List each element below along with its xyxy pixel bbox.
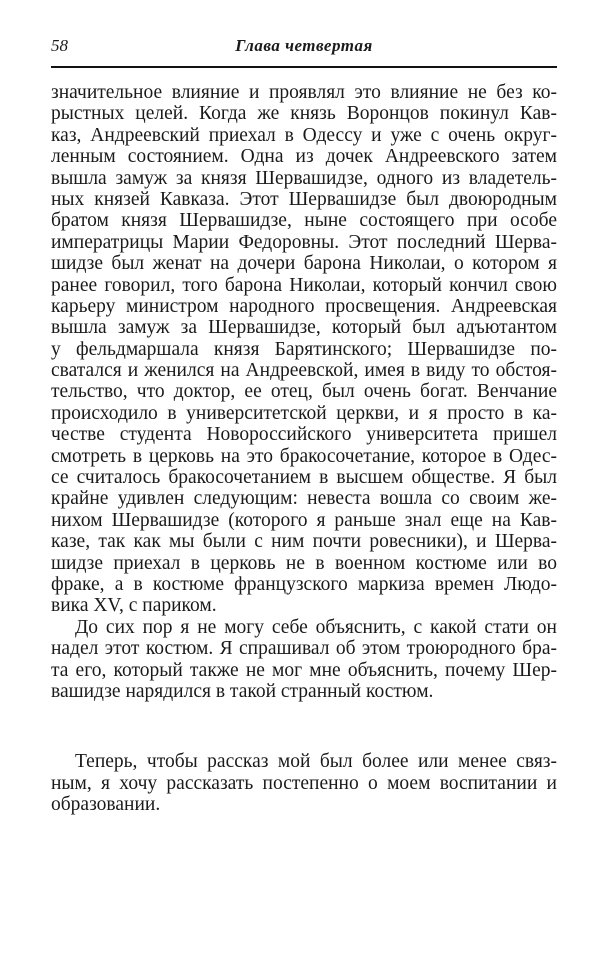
text-line: у фельдмаршала князя Барятинского; Шервашидзе по- <box>51 338 557 360</box>
page-header <box>51 36 557 60</box>
text-line: значительное влияние и проявлял это влияние не без ко- <box>51 82 557 103</box>
text-line: вика XV, с париком. <box>51 595 217 617</box>
text-line: Теперь, чтобы рассказ мой был более или менее связ- <box>75 751 557 773</box>
section-gap <box>51 702 557 751</box>
text-line: императрицы Марии Федоровны. Этот последний Шерва- <box>51 231 557 253</box>
text-line: происходило в университетской церкви, и я просто в ка- <box>51 402 557 424</box>
text-line: казе, так как мы были с ним почти ровесники), и Шерва- <box>51 531 557 553</box>
paragraph <box>51 82 557 617</box>
text-line: ленным состоянием. Одна из дочек Андреевского затем <box>51 146 557 168</box>
text-line: До сих пор я не могу себе объяснить, с какой стати он <box>75 616 557 638</box>
text-line: вышла замуж за князя Шервашидзе, одного из владетель- <box>51 167 557 189</box>
text-line: вашидзе нарядился в такой странный костюм. <box>51 680 434 702</box>
text-line: шидзе был женат на дочери барона Николаи, о котором я <box>51 253 557 275</box>
text-line: сватался и женился на Андреевской, имея в виду то обстоя- <box>51 360 557 382</box>
text-line: ных князей Кавказа. Этот Шервашидзе был двоюродным <box>51 188 557 210</box>
page-body <box>51 82 557 816</box>
text-line: рыстных целей. Когда же князь Воронцов покинул Кав- <box>51 103 557 125</box>
text-line: братом князя Шервашидзе, ныне состоящего при особе <box>51 210 557 232</box>
text-line: карьеру министром народного просвещения. Андреевская <box>51 295 557 317</box>
text-line: образовании. <box>51 794 161 816</box>
text-line: та его, который также не мог мне объяснить, почему Шер- <box>51 659 557 681</box>
paragraph <box>51 751 557 815</box>
text-line: шидзе приехал в церковь не в военном костюме или во <box>51 552 557 574</box>
text-line: крайне удивлен следующим: невеста вошла со своим же- <box>51 488 557 510</box>
text-line: нихом Шервашидзе (которого я раньше знал еще на Кав- <box>51 509 557 531</box>
header-rule <box>51 66 557 68</box>
paragraph <box>51 617 557 703</box>
text-line: тельство, что доктор, ее отец, был очень богат. Венчание <box>51 381 557 403</box>
page-number: 58 <box>51 36 68 55</box>
text-line: вышла замуж за Шервашидзе, который был адъютантом <box>51 317 557 339</box>
text-line: ранее говорил, того барона Николаи, который кончил свою <box>51 274 557 296</box>
text-line: надел этот костюм. Я спрашивал об этом троюродного бра- <box>51 638 557 660</box>
text-line: смотреть в церковь на это бракосочетание, которое в Одес- <box>51 445 557 467</box>
text-line: ным, я хочу рассказать постепенно о моем воспитании и <box>51 772 557 794</box>
text-line: фраке, а в костюме французского маркиза времен Людо- <box>51 573 557 595</box>
running-title: Глава четвертая <box>235 36 373 55</box>
text-line: се считалось бракосочетанием в высшем обществе. Я был <box>51 467 557 489</box>
text-line: каз, Андреевский приехал в Одессу и уже с очень округ- <box>51 124 557 146</box>
text-line: честве студента Новороссийского университета пришел <box>51 424 557 446</box>
